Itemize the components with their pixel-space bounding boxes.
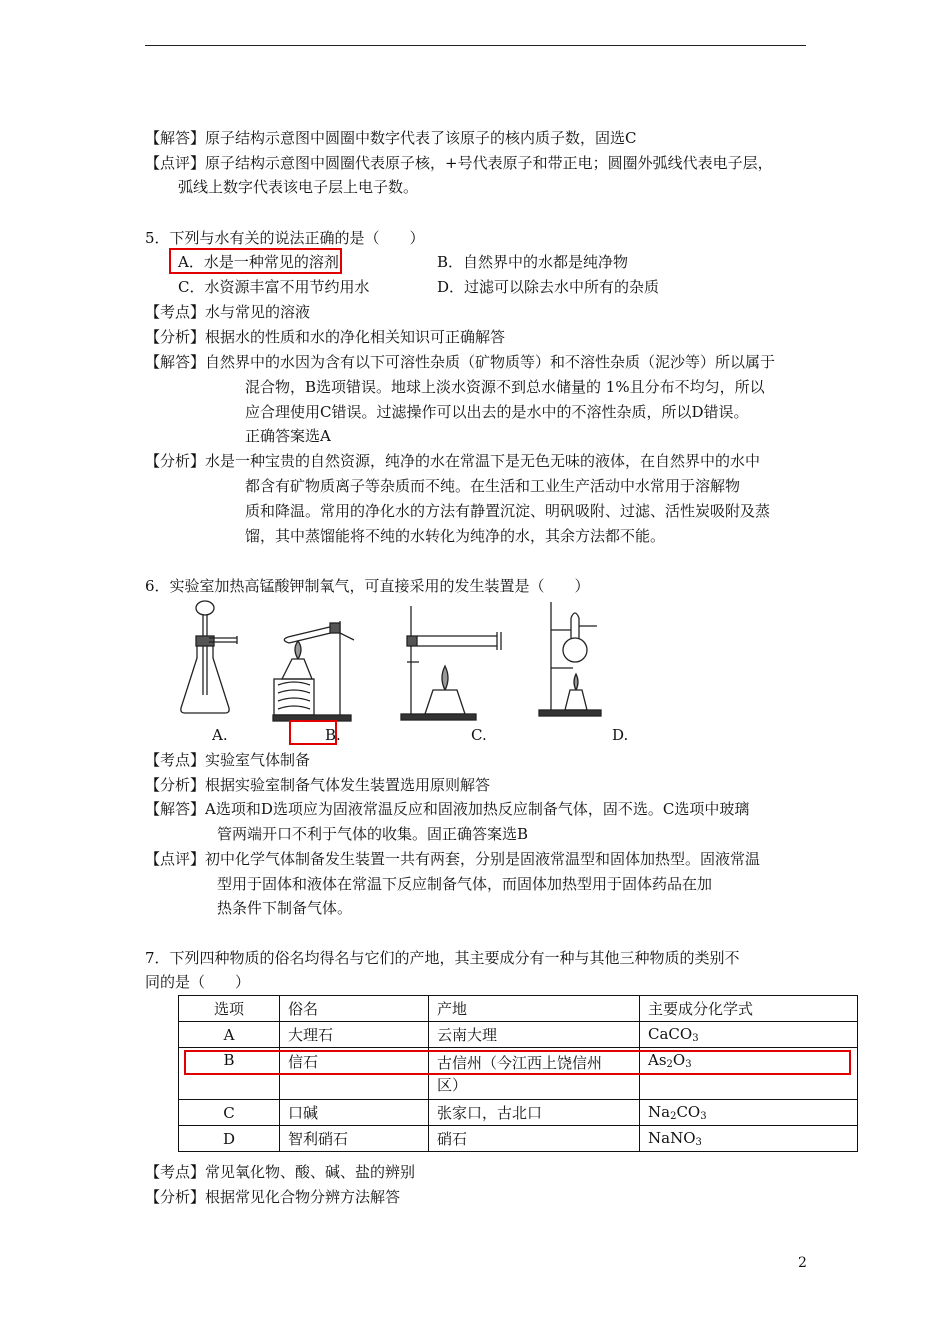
- q5-analysis2-line-3: 质和降温。常用的净化水的方法有静置沉淀、明矾吸附、过滤、活性炭吸附及蒸: [245, 502, 771, 520]
- table-row-b: B 信石 古信州（今江西上饶信州 区） $As_2O_3$: [179, 1048, 858, 1100]
- q5-answer-line-4: 正确答案选A: [245, 427, 331, 445]
- header-rule: [145, 45, 806, 46]
- q7-stem-line-2: 同的是（ ）: [145, 973, 251, 991]
- q5-option-b: B．自然界中的水都是纯净物: [437, 253, 629, 271]
- formula-d: NaNO$_3$: [640, 1126, 858, 1152]
- q5-answer-line-2: 混合物，B选项错误。地球上淡水资源不到总水储量的 1%且分布不均匀，所以: [245, 378, 765, 396]
- highlight-box-q6-answer: [289, 720, 337, 745]
- q6-label-d: D.: [612, 726, 629, 744]
- formula-a: CaCO$_3$: [640, 1022, 858, 1048]
- apparatus-c-figure: [397, 602, 507, 722]
- q7-stem-line-1: 7．下列四种物质的俗名均得名与它们的产地，其主要成分有一种与其他三种物质的类别不: [145, 949, 740, 967]
- highlight-box-q5-answer: [169, 248, 342, 274]
- q6-label-b: B.: [325, 726, 341, 744]
- header-origin: 产地: [429, 996, 640, 1022]
- header-name: 俗名: [280, 996, 429, 1022]
- q5-topic: 【考点】水与常见的溶液: [145, 303, 311, 321]
- q6-topic: 【考点】实验室气体制备: [145, 751, 311, 769]
- q5-option-c: C．水资源丰富不用节约用水: [178, 278, 370, 296]
- q5-analysis2-line-2: 都含有矿物质离子等杂质而不纯。在生活和工业生产活动中水常用于溶解物: [245, 477, 741, 495]
- origin-b-line-2: 区）: [437, 1075, 468, 1094]
- q7-analysis: 【分析】根据常见化合物分辨方法解答: [145, 1188, 401, 1206]
- apparatus-b-figure: [268, 615, 358, 723]
- q6-comment-line-3: 热条件下制备气体。: [217, 899, 353, 917]
- q6-analysis: 【分析】根据实验室制备气体发生装置选用原则解答: [145, 776, 491, 794]
- q5-answer-line-3: 应合理使用C错误。过滤操作可以出去的是水中的不溶性杂质，所以D错误。: [245, 403, 749, 421]
- q7-topic: 【考点】常见氧化物、酸、碱、盐的辨别: [145, 1163, 416, 1181]
- apparatus-a-figure: [175, 600, 245, 720]
- formula-b: $As_2O_3$: [640, 1048, 858, 1100]
- q6-label-a: A.: [212, 726, 228, 744]
- header-formula: 主要成分化学式: [640, 996, 858, 1022]
- page-number: 2: [798, 1255, 807, 1271]
- q6-stem: 6．实验室加热高锰酸钾制氧气，可直接采用的发生装置是（ ）: [145, 577, 590, 595]
- q6-label-c: C.: [471, 726, 487, 744]
- q5-option-a: A．水是一种常见的溶剂: [178, 253, 339, 271]
- q4-answer: 【解答】原子结构示意图中圆圈中数字代表了该原子的核内质子数，固选C: [145, 129, 637, 147]
- table-row-c: C 口碱 张家口，古北口 $Na_2CO_3$: [179, 1100, 858, 1126]
- q6-answer-line-1: 【解答】A选项和D选项应为固液常温反应和固液加热反应制备气体，固不选。C选项中玻璃: [145, 800, 750, 818]
- q5-analysis: 【分析】根据水的性质和水的净化相关知识可正确解答: [145, 328, 506, 346]
- q6-comment-line-1: 【点评】初中化学气体制备发生装置一共有两套，分别是固液常温型和固体加热型。固液常温: [145, 850, 761, 868]
- q6-comment-line-2: 型用于固体和液体在常温下反应制备气体，而固体加热型用于固体药品在加: [217, 875, 713, 893]
- header-option: 选项: [179, 996, 280, 1022]
- table-row-d: D 智利硝石 硝石 NaNO$_3$: [179, 1126, 858, 1152]
- table-header-row: [179, 996, 858, 1022]
- origin-b-line-1: 古信州（今江西上饶信州: [437, 1053, 603, 1072]
- highlight-box-q7-answer: [184, 1050, 851, 1075]
- q5-analysis2-line-4: 馏，其中蒸馏能将不纯的水转化为纯净的水，其余方法都不能。: [245, 527, 666, 545]
- q5-answer-line-1: 【解答】自然界中的水因为含有以下可溶性杂质（矿物质等）和不溶性杂质（泥沙等）所以属于: [145, 353, 776, 371]
- q4-comment-line-2: 弧线上数字代表该电子层上电子数。: [178, 178, 419, 196]
- apparatus-d-figure: [537, 600, 607, 718]
- q5-option-d: D．过滤可以除去水中所有的杂质: [437, 278, 660, 296]
- q6-answer-line-2: 管两端开口不利于气体的收集。固正确答案选B: [217, 825, 529, 843]
- q4-comment-line-1: 【点评】原子结构示意图中圆圈代表原子核，+号代表原子和带正电；圆圈外弧线代表电子层，: [145, 154, 773, 172]
- formula-c: $Na_2CO_3$: [640, 1100, 858, 1126]
- table-row-a: A 大理石 云南大理 CaCO$_3$: [179, 1022, 858, 1048]
- q5-stem: 5．下列与水有关的说法正确的是（ ）: [145, 229, 425, 247]
- q5-analysis2-line-1: 【分析】水是一种宝贵的自然资源，纯净的水在常温下是无色无味的液体，在自然界中的水中: [145, 452, 761, 470]
